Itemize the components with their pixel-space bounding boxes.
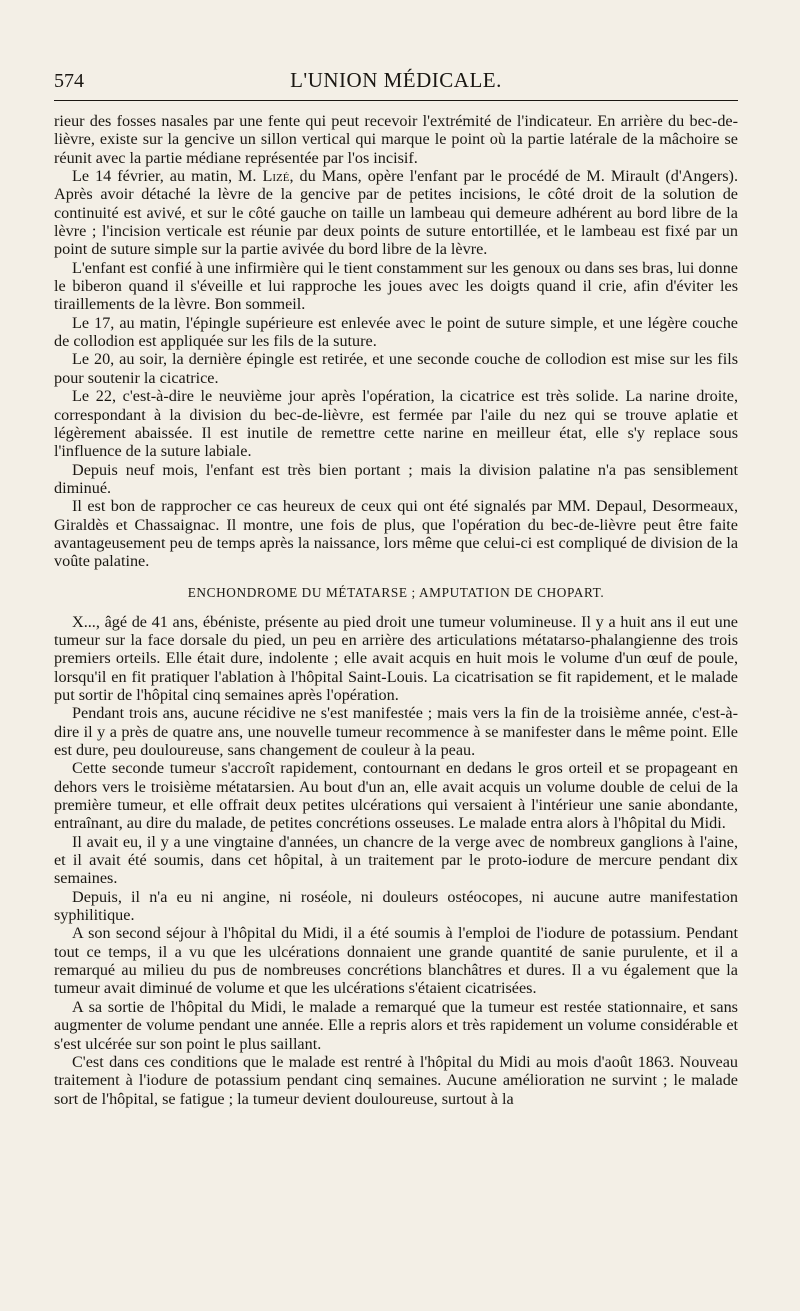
author-name: Lizé (262, 167, 290, 186)
text-run: Le 14 février, au matin, M. (72, 167, 263, 186)
section-title: ENCHONDROME DU MÉTATARSE ; AMPUTATION DE CHOPART. (187, 584, 605, 600)
running-title: L'UNION MÉDICALE. (290, 68, 502, 92)
paragraph: rieur des fosses nasales par une fente qui peut recevoir l'extrémité de l'indicateur. En arrière du bec-de-lièvre, existe sur la gencive un sillon vertical qui marque le point où la partie latérale de la mâchoire se réunit avec la partie médiane représentée par l'os incisif. (54, 112, 738, 167)
header-rule (54, 100, 738, 101)
paragraph: C'est dans ces conditions que le malade est rentré à l'hôpital du Midi au mois d'août 1863. Nouveau traitement à l'iodure de potassium pendant cinq semaines. Aucune amélioration ne survint ; le malade sort de l'hôpital, se fatigue ; la tumeur devient douloureuse, surtout à la (54, 1052, 738, 1108)
paragraph: Pendant trois ans, aucune récidive ne s'est manifestée ; mais vers la fin de la troisième année, c'est-à-dire il y a près de quatre ans, une nouvelle tumeur recommence à se manifester dans le même point. Elle est dure, peu douloureuse, sans changement de couleur à la peau. (54, 704, 738, 759)
paragraph: Depuis, il n'a eu ni angine, ni roséole, ni douleurs ostéocopes, ni aucune autre manifestation syphilitique. (54, 887, 738, 925)
paragraph: Il avait eu, il y a une vingtaine d'années, un chancre de la verge avec de nombreux ganglions à l'aine, et il avait été soumis, dans cet hôpital, à un traitement par le proto-iodure de mercure pendant dix semaines. (54, 832, 738, 888)
paragraph: Il est bon de rapprocher ce cas heureux de ceux qui ont été signalés par MM. Depaul, Desormeaux, Giraldès et Chassaignac. Il montre, une fois de plus, que l'opération du bec-de-lièvre peut être faite avantageusement peu de temps après la naissance, lors même que celui-ci est compliqué de division de la voûte palatine. (54, 497, 738, 571)
paragraph: Le 22, c'est-à-dire le neuvième jour après l'opération, la cicatrice est très solide. La narine droite, correspondant à la division du bec-de-lièvre, est fermée par l'aile du nez qui se trouve aplatie et légèrement abaissée. Il est inutile de remettre cette narine en meilleur état, elle s'y replace sous l'influence de la suture labiale. (54, 387, 738, 461)
paragraph: Le 17, au matin, l'épingle supérieure est enlevée avec le point de suture simple, et une légère couche de collodion est appliquée sur les fils de la suture. (54, 313, 738, 351)
paragraph: A son second séjour à l'hôpital du Midi, il a été soumis à l'emploi de l'iodure de potassium. Pendant tout ce temps, il a vu que les ulcérations donnaient une grande quantité de sanie purulente, et il a remarqué au milieu du pus de nombreuses concrétions blanchâtres et dures. Il a vu également que la tumeur avait diminué de volume et que les ulcérations s'étaient cicatrisées. (54, 924, 738, 998)
paragraph: A sa sortie de l'hôpital du Midi, le malade a remarqué que la tumeur est restée stationnaire, et sans augmenter de volume pendant une année. Elle a repris alors et très rapidement un volume considérable et s'est ulcérée sur son point le plus saillant. (54, 997, 738, 1053)
paragraph (54, 167, 738, 259)
paragraph: X..., âgé de 41 ans, ébéniste, présente au pied droit une tumeur volumineuse. Il y a huit ans il eut une tumeur sur la face dorsale du pied, un peu en arrière des articulations métatarso-phalangienne des trois premiers orteils. Elle était dure, indolente ; elle avait acquis en huit mois le volume d'un œuf de poule, lorsqu'il en fit pratiquer l'ablation à l'hôpital Saint-Louis. La cicatrisation se fit rapidement, et le malade put sortir de l'hôpital cinq semaines après l'opération. (54, 612, 738, 704)
text-run: , du Mans, opère l'enfant par le procédé de M. Mirault (d'Angers). Après avoir détaché la lèvre de la gencive par de petites incisions, le côté droit de la solution de continuité est avivé, et sur le côté gauche on taille un lambeau qui demeure adhérent au bord libre de la lèvre ; l'incision verticale est réunie par deux points de suture entortillée, et le lambeau est fixé par un point de suture simple sur la partie avivée du bord libre de la lèvre. (54, 167, 738, 259)
page-number: 574 (54, 70, 84, 92)
article-body (54, 112, 738, 1108)
paragraph: Depuis neuf mois, l'enfant est très bien portant ; mais la division palatine n'a pas sensiblement diminué. (54, 460, 738, 497)
paragraph: Le 20, au soir, la dernière épingle est retirée, et une seconde couche de collodion est mise sur les fils pour soutenir la cicatrice. (54, 350, 738, 387)
page-header (54, 62, 738, 96)
paragraph: L'enfant est confié à une infirmière qui le tient constamment sur les genoux ou dans ses bras, lui donne le biberon quand il s'éveille et lui rapproche les joues avec les doigts quand il crie, afin d'éviter les tiraillements de la lèvre. Bon sommeil. (54, 258, 738, 314)
paragraph: Cette seconde tumeur s'accroît rapidement, contournant en dedans le gros orteil et se propageant en dehors vers le troisième métatarsien. Au bout d'un an, elle avait acquis un volume double de celui de la première tumeur, et elle offrait deux petites ulcérations qui versaient à l'intérieur une sanie abondante, entraînant, au dire du malade, de petites concrétions osseuses. Le malade entra alors à l'hôpital du Midi. (54, 759, 738, 833)
